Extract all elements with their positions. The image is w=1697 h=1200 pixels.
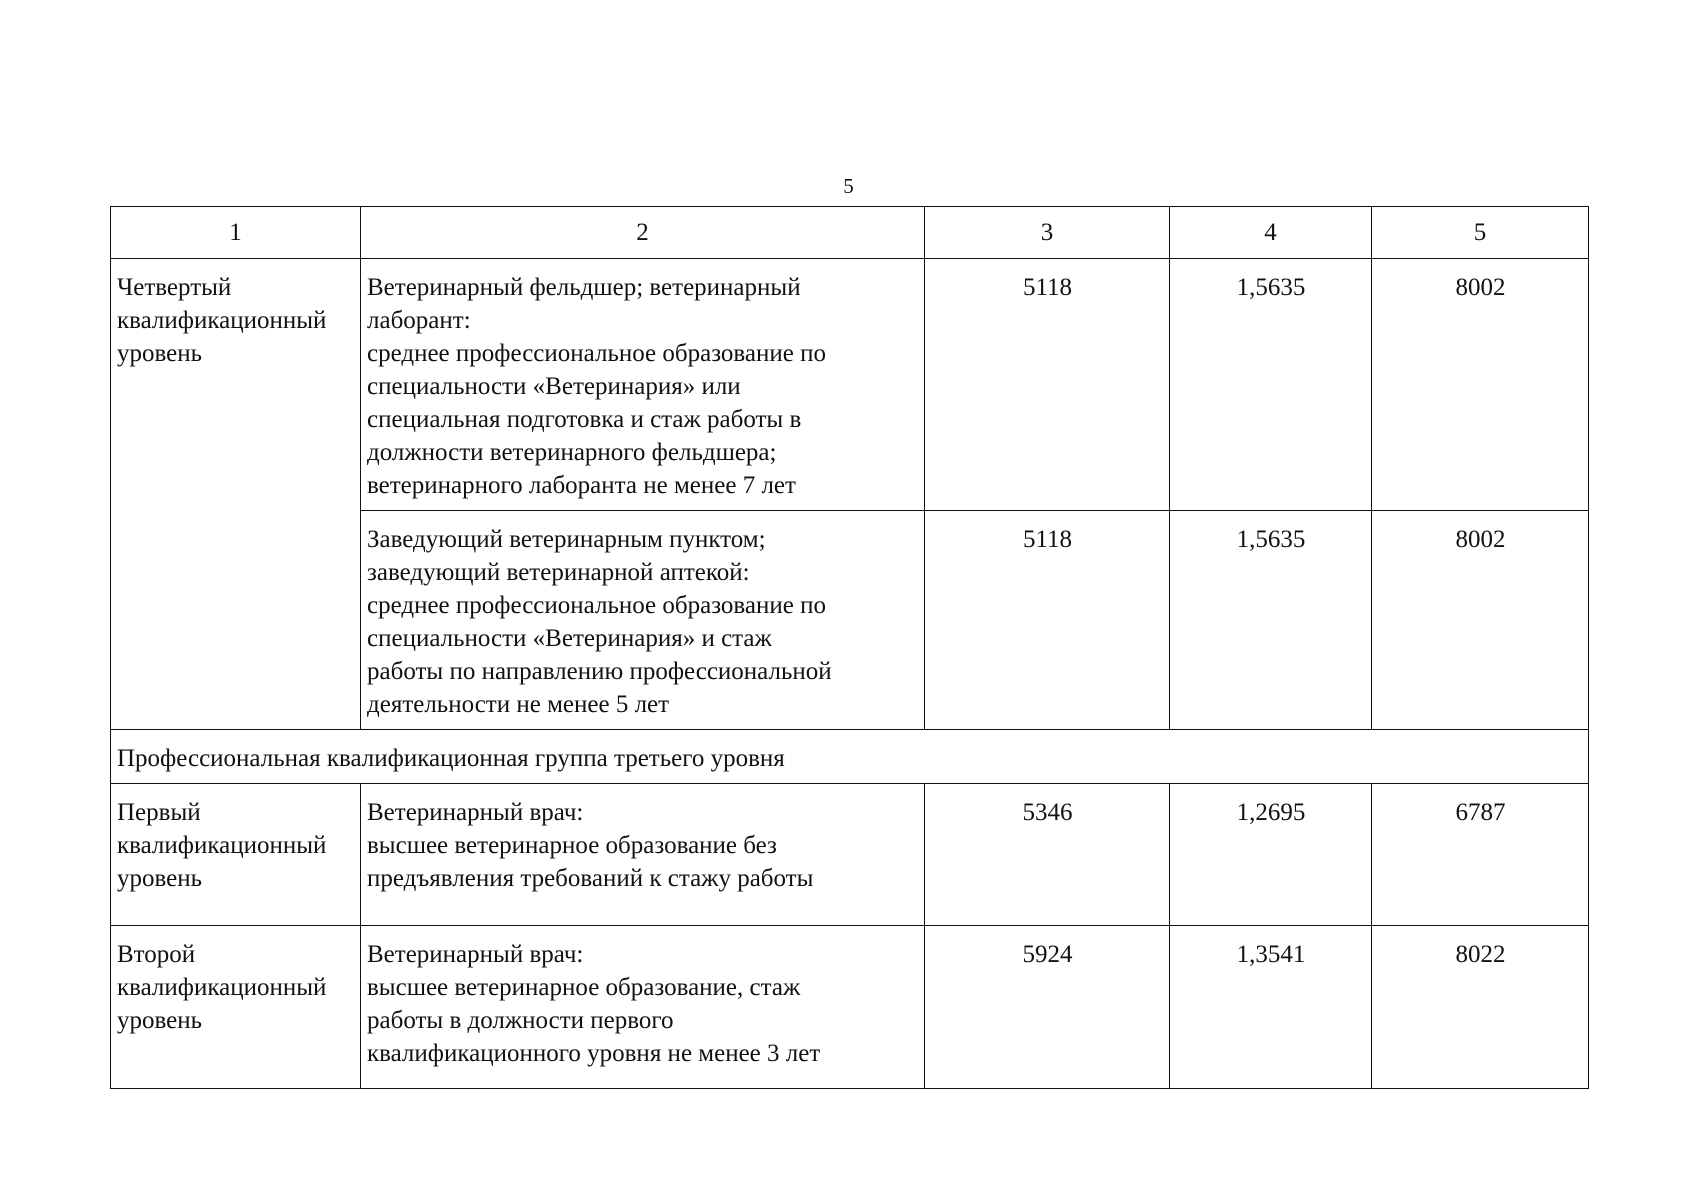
position-requirements-cell: Ветеринарный фельдшер; ветеринарный лаборант: среднее профессиональное образование по специальности «Ветеринария» или специальная подготовка и стаж работы в должности ветеринарного фельдшера; ветеринарного лаборанта не менее 7 лет	[361, 259, 925, 511]
table-row	[111, 784, 1589, 926]
group-heading-row	[111, 730, 1589, 784]
total-cell: 8002	[1372, 259, 1589, 511]
column-number-2: 2	[361, 207, 925, 259]
column-number-5: 5	[1372, 207, 1589, 259]
salary-table	[110, 206, 1589, 1089]
coefficient-cell: 1,2695	[1170, 784, 1372, 926]
salary-cell: 5924	[925, 926, 1170, 1089]
salary-cell: 5346	[925, 784, 1170, 926]
group-heading: Профессиональная квалификационная группа третьего уровня	[111, 730, 1589, 784]
position-requirements-cell: Заведующий ветеринарным пунктом; заведующий ветеринарной аптекой: среднее профессиональное образование по специальности «Ветеринария» и стаж работы по направлению профессиональной деятельности не менее 5 лет	[361, 511, 925, 730]
total-cell: 6787	[1372, 784, 1589, 926]
table-header-row	[111, 207, 1589, 259]
page-number: 5	[843, 174, 854, 198]
column-number-4: 4	[1170, 207, 1372, 259]
column-number-1: 1	[111, 207, 361, 259]
coefficient-cell: 1,5635	[1170, 511, 1372, 730]
salary-cell: 5118	[925, 259, 1170, 511]
position-requirements-cell: Ветеринарный врач: высшее ветеринарное образование, стаж работы в должности первого квалификационного уровня не менее 3 лет	[361, 926, 925, 1089]
qualification-level-cell: Первый квалификационный уровень	[111, 784, 361, 926]
table-row	[111, 926, 1589, 1089]
total-cell: 8002	[1372, 511, 1589, 730]
coefficient-cell: 1,3541	[1170, 926, 1372, 1089]
column-number-3: 3	[925, 207, 1170, 259]
qualification-level-cell: Второй квалификационный уровень	[111, 926, 361, 1089]
total-cell: 8022	[1372, 926, 1589, 1089]
coefficient-cell: 1,5635	[1170, 259, 1372, 511]
salary-cell: 5118	[925, 511, 1170, 730]
qualification-level-cell: Четвертый квалификационный уровень	[111, 259, 361, 730]
table-row	[111, 259, 1589, 511]
position-requirements-cell: Ветеринарный врач: высшее ветеринарное образование без предъявления требований к стажу работы	[361, 784, 925, 926]
